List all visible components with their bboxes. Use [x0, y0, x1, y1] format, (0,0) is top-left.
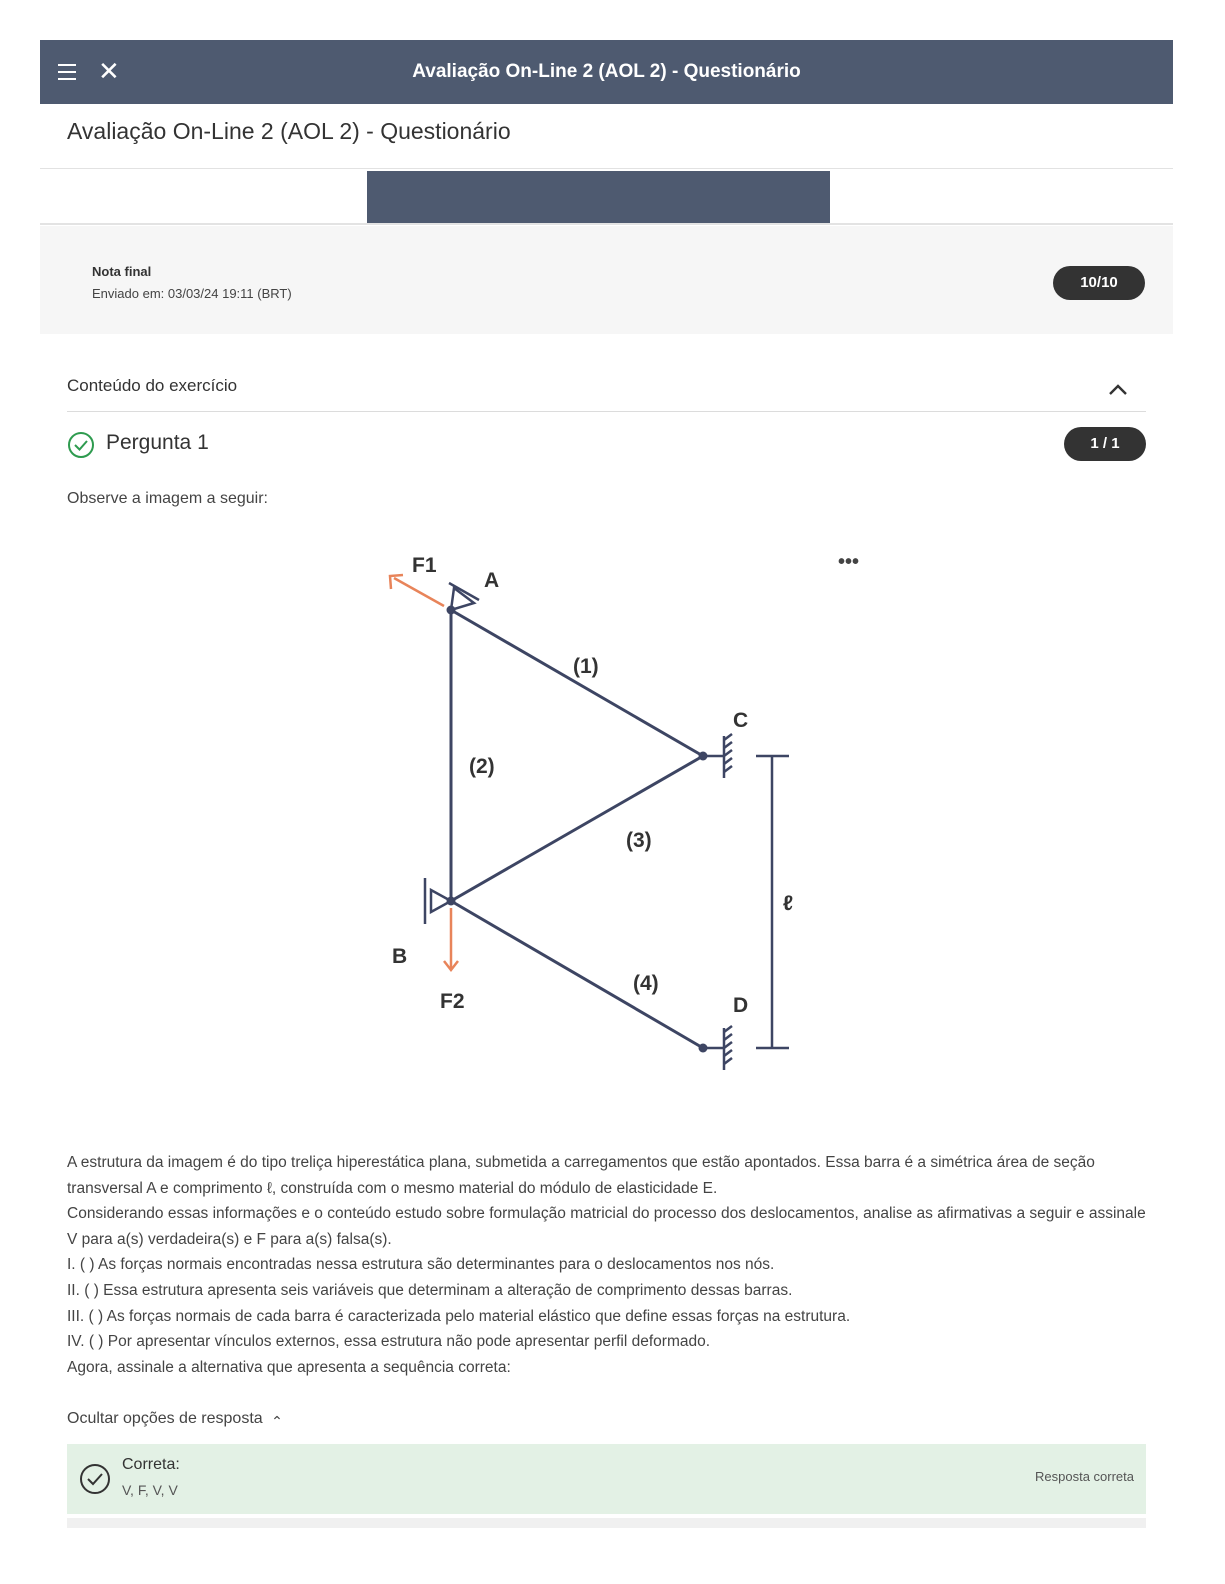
statement-i: I. ( ) As forças normais encontradas nessa estrutura são determinantes para o deslocamentos nos nós.: [67, 1256, 775, 1274]
content-section-header[interactable]: Conteúdo do exercício: [67, 376, 238, 395]
bar-1: [451, 610, 703, 756]
label-bar-4: (4): [633, 972, 659, 995]
truss-diagram: [340, 540, 880, 1100]
node-a: [447, 606, 456, 615]
divider: [40, 168, 1173, 169]
answer-label: Correta:: [122, 1456, 180, 1473]
question-title: Pergunta 1: [106, 431, 209, 454]
force-f1-arrow: [394, 578, 444, 606]
label-f2: F2: [440, 990, 465, 1013]
statement-iii: III. ( ) As forças normais de cada barra é caracterizada pelo material elástico que define essas forças na estrutura.: [67, 1307, 851, 1325]
chevron-up-small-icon: ⌃: [271, 1413, 283, 1429]
submission-date: Enviado em: 03/03/24 19:11 (BRT): [92, 286, 292, 301]
question-body: [67, 1150, 1146, 1380]
label-bar-1: (1): [573, 655, 599, 678]
close-icon[interactable]: ✕: [98, 56, 120, 86]
tab-underline: [40, 223, 1173, 225]
check-circle-icon: [79, 1463, 111, 1495]
node-d: [699, 1044, 708, 1053]
chevron-up-icon[interactable]: [1106, 378, 1130, 400]
question-paragraph: A estrutura da imagem é do tipo treliça hiperestática plana, submetida a carregamentos que estão apontados. Essa barra é a simétrica área de seção transversal A e comprimento ℓ, construída com o mesmo material do módulo de elasticidade E.: [67, 1154, 1095, 1197]
label-c: C: [733, 709, 749, 732]
page-title: Avaliação On-Line 2 (AOL 2) - Questionário: [67, 118, 511, 144]
answer-status: Resposta correta: [1035, 1469, 1134, 1484]
question-intro: Observe a imagem a seguir:: [67, 490, 268, 507]
active-tab[interactable]: [367, 171, 830, 223]
label-length: ℓ: [783, 892, 794, 915]
label-b: B: [392, 945, 408, 968]
grade-panel: [40, 226, 1173, 334]
toggle-label: Ocultar opções de resposta: [67, 1410, 263, 1427]
label-bar-3: (3): [626, 829, 652, 852]
header-title: Avaliação On-Line 2 (AOL 2) - Questionário: [412, 61, 801, 82]
label-bar-2: (2): [469, 755, 495, 778]
question-score-badge: 1 / 1: [1064, 427, 1146, 461]
node-b: [447, 897, 456, 906]
label-f1: F1: [412, 554, 437, 577]
statement-ii: II. ( ) Essa estrutura apresenta seis variáveis que determinam a alteração de comprimento dessas barras.: [67, 1281, 793, 1299]
correct-answer-option[interactable]: [67, 1444, 1146, 1514]
label-a: A: [484, 569, 500, 592]
next-answer-option[interactable]: [67, 1518, 1146, 1528]
statement-iv: IV. ( ) Por apresentar vínculos externos, essa estrutura não pode apresentar perfil deformado.: [67, 1333, 711, 1351]
support-a: [449, 583, 479, 610]
label-d: D: [733, 994, 749, 1017]
node-c: [699, 752, 708, 761]
answer-value: V, F, V, V: [122, 1482, 178, 1498]
divider: [67, 411, 1146, 412]
hide-answer-options-toggle[interactable]: [67, 1410, 283, 1428]
more-options-icon[interactable]: •••: [838, 551, 860, 573]
bar-4: [451, 901, 703, 1048]
check-circle-icon: [67, 431, 95, 459]
top-bar: [40, 40, 1173, 104]
grade-badge: 10/10: [1053, 266, 1145, 300]
grade-label: Nota final: [92, 264, 152, 279]
question-paragraph: Considerando essas informações e o conteúdo estudo sobre formulação matricial do processo dos deslocamentos, analise as afirmativas a seguir e assinale V para a(s) verdadeira(s) e F para a(s) falsa(s).: [67, 1205, 1146, 1248]
question-prompt: Agora, assinale a alternativa que apresenta a sequência correta:: [67, 1358, 511, 1376]
